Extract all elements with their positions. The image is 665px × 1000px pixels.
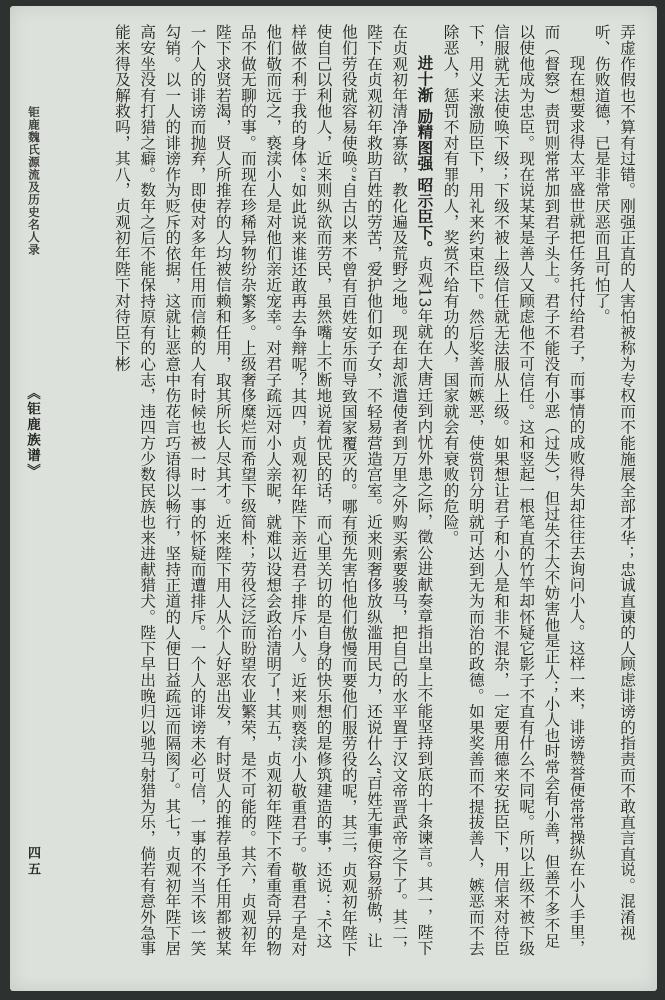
page-number: 四五 <box>25 846 40 878</box>
section-heading: 进十渐 励精图强 昭示臣下。 <box>415 55 435 257</box>
paragraph-gentleman-petty: 现在想要求得太平盛世就把任务托付给君子，而事情的成败得失却往往去询问小人。这样一来，诽谤赞誉便常常操纵在小人手里，而（督察）责罚则常常加到君子头上。君子不能没有小恶（过失），但过失不大不妨害他是正人；小人也时常会有小善，但善不多不足以使他成为忠臣。现在说某某是善人又顾虑他不可信任。这和竖起一根笔直的竹竿却怀疑它影子不直有什么不同呢。所以上级不被下级信服就无法使唤下级；下级不被上级信任就无法服从上级。如果想让君子和小人是和非不混杂，一定要用德来安抚臣下，用信来对待臣下，用义来激励臣下，用礼来约束臣下。然后奖善而嫉恶，使赏罚分明就可达到无为而治的政德。如果奖善而不提拔善人，嫉恶而不去除恶人，惩罚不对有罪的人，奖赏不给有功的人，国家就会有衰败的危险。 <box>441 24 586 957</box>
running-title: 《钜鹿族谱》 <box>24 386 40 479</box>
paragraph-ten-admonitions <box>109 24 438 964</box>
paragraph-continuation: 弄虚作假也不算有过错。刚强正直的人害怕被称为专权而不能施展全部才华；忠诚直谏的人顾虑诽谤的指责而不敢直言直说。混淆视听、伤败道德，已是非常厌恶而且可怕了。 <box>592 24 636 941</box>
book-page <box>10 6 657 991</box>
section-body: 贞观13年就在大唐迁到内忧外患之际，徵公进献奏章指出皇上不能坚持到底的十条谏言。其一，陛下在贞观初年清净寡欲，教化遍及荒野之地。现在却派遣使者到万里之外购买索要骏马，把自己的水平置于汉文帝晋武帝之下了。其二，陛下在贞观初年救助百姓的劳苦，爱护他们如子女，不轻易营造宫室。近来则奢侈放纵滥用民力，还说什么“百姓无事便容易骄傲，让他们劳役就容易使唤。”自古以来不曾有百姓安乐而导致国家覆灭的。哪有预先害怕他们傲慢而要他们服劳役的呢，其三，贞观初年陛下使自己以利他人，近来则纵欲而劳民，虽然嘴上不断地说着忧民的话，而心里关切的是自身的快乐想的是修筑建造的事，还说：“不这样做不利于我的身体。”如此说来谁还敢再去争辩呢？其四，贞观初年陛下亲近君子排斥小人。近来则亵渎小人敬重君子。敬重君子是对他们敬而远之，亵渎小人是对他们亲近宠幸。对君子疏远对小人亲昵，就难以设想会政治清明了！其五，贞观初年陛下不看重奇异的物品不做无聊的事。而现在珍稀异物纷杂繁多。上级奢侈糜烂而希望下级简朴；劳役泛泛而盼望农业繁荣，是不可能的。其六，贞观初年陛下求贤若渴，贤人所推荐的人均被信赖和任用，取其所长人尽其才。近来陛下用人从个人好恶出发，有时贤人的推荐虽予任用都被某一个人的诽谤而抛弃，即使对多年任用而信赖的人有时候也被一时一事的怀疑而遭排斥。一个人的诽谤未必可信，一事的不当不该一笑勾销。以一人的诽谤作为贬斥的依据，这就让恶意中伤花言巧语得以畅行，坚持正道的人便日益疏远而隔阂了。其七，贞观初年陛下居高安坐没有打猎之癖。数年之后不能保持原有的心志，违四方少数民族也来进献猎犬。陛下早出晚归以驰马射猎为乐，倘若有意外急事能来得及解救吗，其八，贞观初年陛下对待臣下彬 <box>112 24 434 957</box>
book-series-title: 钜鹿魏氏源流及历史名人录 <box>27 106 41 256</box>
main-text-column <box>69 24 639 964</box>
